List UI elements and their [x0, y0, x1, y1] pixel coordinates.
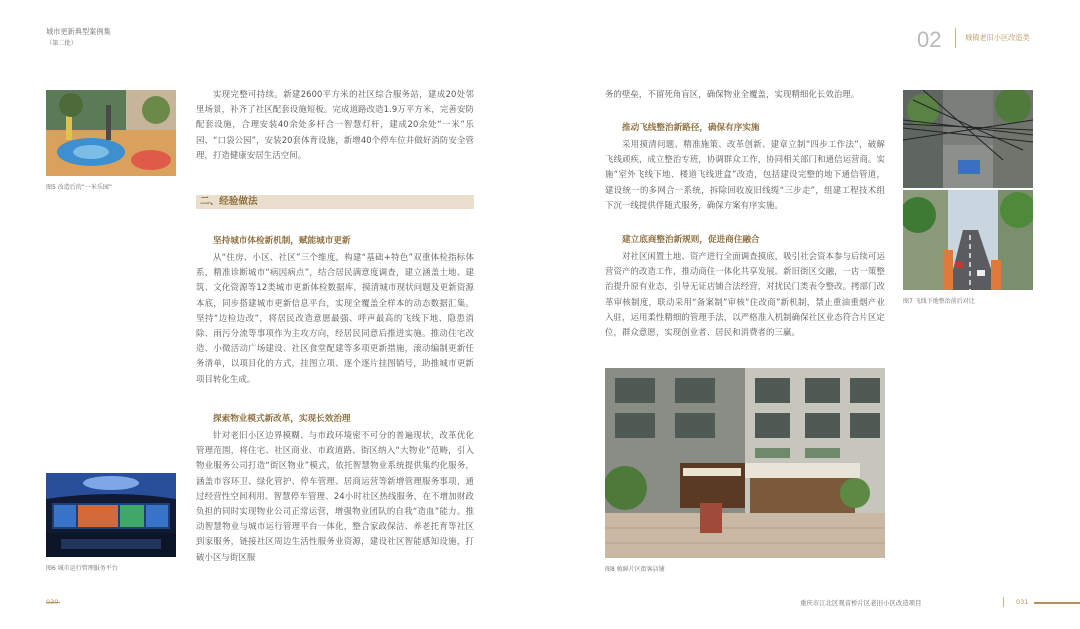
fig6-photo-control-center	[46, 473, 176, 557]
subheading-property-reform: 探索物业模式新改革，实现长效治理	[213, 414, 351, 424]
subheading-health-check: 坚持城市体检新机制，赋能城市更新	[213, 236, 351, 246]
fig8-caption: 图8 植鲜片区街客店铺	[605, 566, 665, 573]
fig8-photo-storefront	[605, 368, 885, 558]
intro-paragraph: 实现完整可持续。新建2600平方米的社区综合服务站，建成20处邻里场景，补齐了社区配套设施短板。完成道路改造1.9万平方米，完善安防配套设施，合理安装40余处多杆合一智慧灯杆，建成20余处“一米”乐园、“口袋公园”，安装20套体育设施，新增40个停车位并做好消防安全管理，打造健康安居生活空间。	[196, 89, 474, 160]
header-divider	[955, 28, 956, 48]
fig7-photo-after	[903, 190, 1033, 290]
fig5-photo-playground	[46, 90, 176, 176]
book-volume: （第二批）	[46, 40, 77, 47]
footer-project-name: 重庆市江北区观音桥片区老旧小区改造项目	[800, 599, 922, 607]
section-heading-band	[196, 195, 474, 209]
property-reform-paragraph: 针对老旧小区边界模糊、与市政环境密不可分的普遍现状，改革优化管理范围，将住宅、社区商业、市政道路、街区纳入“大物业”范畴，引入物业服务公司打造“街区物业”模式，依托智慧物业系统提供集约化服务，涵盖市容环卫、绿化管护、停车管理、居商运营等新增管理服务事项，通过经营性空间利用、智慧停车管理、24小时社区热线服务，在不增加财政负担的同时实现物业公司正常运营，增强物业团队的自我“造血”能力。推动智慧物业与城市运行管理平台一体化，整合家政保洁、养老托育等社区到家服务，链接社区周边生活性服务业资源，建设社区智能感知设施，打破小区与街区服	[196, 430, 474, 562]
left-page-number: 030	[46, 598, 59, 606]
fig6-caption: 图6 城市运行管理服务平台	[46, 565, 118, 572]
flying-wires-paragraph: 采用摸清问题、精准施策、改革创新、建章立制“四步工作法”，破解飞线顽疾，成立整治专班，协调群众工作，协同相关部门和通信运营商。实施“室外飞线下地、楼道飞线进盒”改造，包括建设完整的地下通信管道，建设统一的多网合一系统，拆除回收废旧线缆“三步走”，组建工程技术组下沉一线提供伴随式服务，确保方案有序实施。	[605, 139, 885, 210]
ground-shops-paragraph: 对社区闲置土地、资产进行全面调查摸底，吸引社会资本参与后续可运营资产的改造工作，推动商住一体化共享发展。新旧街区交融，一店一策整治提升原有业态，引导无证店铺合法经营，对扰民门类表令整改。拷部门改革审核制度，联动采用“备案制”审核“住改商”新机制，禁止重油重烟产业入驻，运用柔性精细的管理手法，以严格准入机制确保社区业态符合片区定位，群众意愿，实现创业者、居民和消费者的三赢。	[605, 251, 885, 338]
continued-paragraph: 务的壁垒，不留死角盲区，确保物业全覆盖，实现精细化长效治理。	[605, 89, 860, 99]
section-heading: 二、经验做法	[200, 196, 258, 207]
fig5-caption: 图5 改造后的“一米乐园”	[46, 184, 112, 191]
subheading-flying-wires: 推动飞线整治新路径，确保有序实施	[622, 123, 760, 133]
health-check-paragraph: 从“住房、小区、社区”三个维度，构建“基础+特色”双重体检指标体系，精准诊断城市“病因病点”，结合居民满意度调查，建立涵盖土地、建筑、文化资源等12类城市更新体检数据库，摸清城市现状问题及更新资源本底，同步搭建城市更新信息平台，实现全覆盖全样本的动态数据汇集。坚持“边检边改”，将居民改造意愿最强、呼声最高的飞线下地、隐患消除、雨污分流等事项作为主攻方向，经居民同意后推进实施。推动住宅改造、小微活动广场建设、社区食堂配建等多项更新措施，滚动编制更新任务清单，以项目化的方式，挂图立项、逐个逐片挂图销号，助推城市更新项目转化生成。	[196, 252, 474, 384]
right-page-number: 031	[1016, 598, 1029, 606]
section-title: 城镇老旧小区改造类	[965, 33, 1030, 42]
fig7-photo-before	[903, 90, 1033, 188]
section-number: 02	[917, 27, 942, 52]
book-title: 城市更新典型案例集	[46, 27, 111, 36]
subheading-ground-shops: 建立底商整治新规则，促进商住融合	[622, 235, 760, 245]
footer-rule-right	[1034, 602, 1080, 604]
fig7-caption: 图7 飞线下地整治前后对比	[903, 298, 975, 305]
footer-divider	[1003, 597, 1004, 607]
